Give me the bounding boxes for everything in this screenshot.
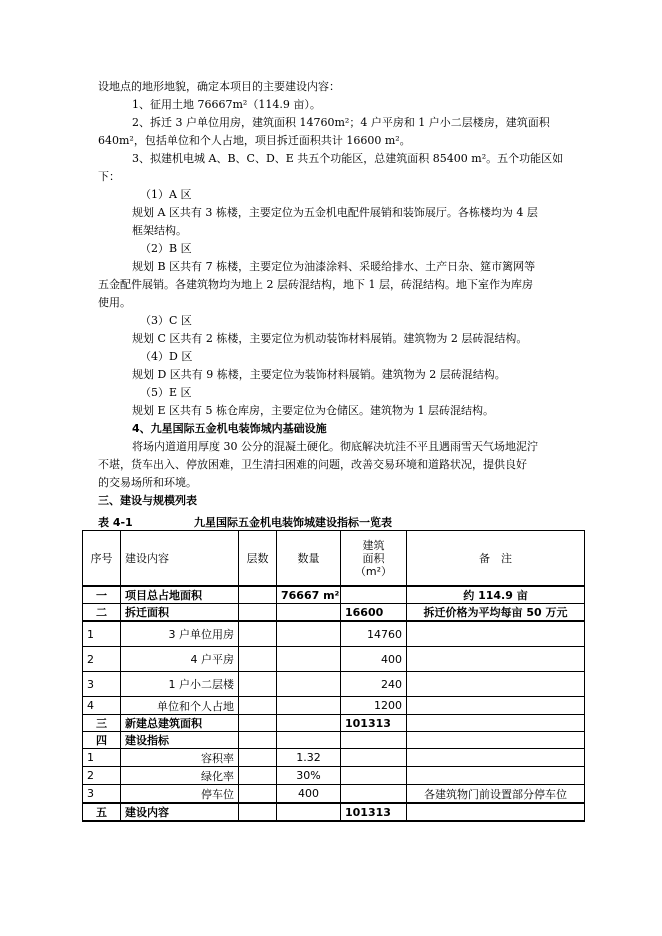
item-zones-line2: 下： — [98, 170, 120, 183]
cell-content: 绿化率 — [121, 767, 239, 785]
cell-content: 项目总占地面积 — [121, 586, 239, 604]
cell-quantity — [277, 803, 341, 821]
cell-no: 2 — [83, 647, 121, 672]
zone-a-title: （1）A 区 — [140, 188, 192, 201]
cell-no: 4 — [83, 697, 121, 715]
item-zones-line1: 3、拟建机电城 A、B、C、D、E 共五个功能区，总建筑面积 85400 m²。五个功能区如 — [132, 152, 564, 165]
zone-e-text: 规划 E 区共有 5 栋仓库房，主要定位为仓储区。建筑物为 1 层砖混结构。 — [132, 404, 495, 417]
table-row — [83, 647, 585, 672]
cell-area — [341, 785, 407, 804]
cell-note: 各建筑物门前设置部分停车位 — [407, 785, 585, 804]
table-caption-title: 九星国际五金机电装饰城建设指标一览表 — [194, 516, 392, 529]
infrastructure-text-line3: 的交易场所和环境。 — [98, 476, 197, 489]
cell-floors — [239, 767, 277, 785]
cell-area: 1200 — [341, 697, 407, 715]
cell-note — [407, 621, 585, 647]
cell-quantity: 30% — [277, 767, 341, 785]
cell-quantity — [277, 732, 341, 749]
cell-floors — [239, 785, 277, 804]
cell-area — [341, 749, 407, 767]
cell-content: 建设内容 — [121, 803, 239, 821]
item-demolition-line1: 2、拆迁 3 户单位用房，建筑面积 14760m²；4 户平房和 1 户小二层楼房，建筑面积 — [132, 116, 550, 129]
cell-quantity — [277, 621, 341, 647]
cell-content: 建设指标 — [121, 732, 239, 749]
table-row — [83, 672, 585, 697]
cell-floors — [239, 732, 277, 749]
zone-b-text-line1: 规划 B 区共有 7 栋楼，主要定位为油漆涂料、采暖给排水、土产日杂、筵市篱网等 — [132, 260, 536, 273]
cell-quantity — [277, 672, 341, 697]
zone-c-title: （3）C 区 — [140, 314, 192, 327]
header-note: 备 注 — [407, 531, 585, 587]
cell-no: 五 — [83, 803, 121, 821]
cell-quantity: 1.32 — [277, 749, 341, 767]
cell-note — [407, 803, 585, 821]
cell-area: 14760 — [341, 621, 407, 647]
cell-note — [407, 647, 585, 672]
cell-quantity — [277, 604, 341, 622]
item-land-use: 1、征用土地 76667m²（114.9 亩）。 — [132, 98, 321, 111]
table-row — [83, 803, 585, 821]
cell-area: 101313 — [341, 715, 407, 732]
cell-floors — [239, 697, 277, 715]
cell-no: 1 — [83, 621, 121, 647]
cell-floors — [239, 672, 277, 697]
cell-floors — [239, 803, 277, 821]
cell-note — [407, 732, 585, 749]
zone-c-text: 规划 C 区共有 2 栋楼，主要定位为机动装饰材料展销。建筑物为 2 层砖混结构。 — [132, 332, 528, 345]
cell-area — [341, 767, 407, 785]
paragraph-intro: 设地点的地形地貌，确定本项目的主要建设内容： — [98, 80, 340, 93]
heading-infrastructure: 4、九星国际五金机电装饰城内基础设施 — [132, 422, 327, 435]
zone-e-title: （5）E 区 — [140, 386, 192, 399]
cell-area: 240 — [341, 672, 407, 697]
cell-quantity: 76667 m² — [277, 586, 341, 604]
cell-area: 16600 — [341, 604, 407, 622]
table-row — [83, 586, 585, 604]
table-header-row — [83, 531, 585, 587]
infrastructure-text-line2: 不堪，货车出入、停放困难，卫生清扫困难的问题，改善交易环境和道路状况，提供良好 — [98, 458, 527, 471]
heading-section-3: 三、建设与规模列表 — [98, 494, 197, 507]
cell-note — [407, 715, 585, 732]
header-floors: 层数 — [239, 531, 277, 587]
infrastructure-text-line1: 将场内道道用厚度 30 公分的混凝土硬化。彻底解决坑洼不平且遇雨雪天气场地泥泞 — [132, 440, 538, 453]
header-area-line1: 建筑 — [362, 538, 385, 552]
cell-quantity — [277, 647, 341, 672]
cell-area — [341, 586, 407, 604]
header-area — [341, 531, 407, 587]
cell-area: 400 — [341, 647, 407, 672]
table-row — [83, 732, 585, 749]
cell-area: 101313 — [341, 803, 407, 821]
zone-b-text-line3: 使用。 — [98, 296, 131, 309]
header-area-line3: （m²） — [354, 564, 393, 578]
table-row — [83, 749, 585, 767]
zone-d-text: 规划 D 区共有 9 栋楼，主要定位为装饰材料展销。建筑物为 2 层砖混结构。 — [132, 368, 506, 381]
cell-quantity: 400 — [277, 785, 341, 804]
table-row — [83, 621, 585, 647]
zone-d-title: （4）D 区 — [140, 350, 193, 363]
cell-note — [407, 767, 585, 785]
cell-no: 二 — [83, 604, 121, 622]
cell-note — [407, 749, 585, 767]
cell-floors — [239, 749, 277, 767]
table-row — [83, 785, 585, 804]
zone-a-text-line2: 框架结构。 — [132, 224, 187, 237]
table-row — [83, 715, 585, 732]
cell-area — [341, 732, 407, 749]
cell-no: 3 — [83, 672, 121, 697]
cell-content: 新建总建筑面积 — [121, 715, 239, 732]
cell-note — [407, 672, 585, 697]
zone-b-text-line2: 五金配件展销。各建筑物均为地上 2 层砖混结构，地下 1 层，砖混结构。地下室作为库房 — [98, 278, 533, 291]
item-demolition-line2: 640m²，包括单位和个人占地，项目拆迁面积共计 16600 m²。 — [98, 134, 411, 147]
cell-content: 单位和个人占地 — [121, 697, 239, 715]
header-content: 建设内容 — [121, 531, 239, 587]
cell-note — [407, 697, 585, 715]
header-no: 序号 — [83, 531, 121, 587]
zone-b-title: （2）B 区 — [140, 242, 192, 255]
cell-content: 停车位 — [121, 785, 239, 804]
cell-quantity — [277, 697, 341, 715]
cell-no: 1 — [83, 749, 121, 767]
table-row — [83, 604, 585, 622]
cell-no: 2 — [83, 767, 121, 785]
header-quantity: 数量 — [277, 531, 341, 587]
cell-content: 拆迁面积 — [121, 604, 239, 622]
cell-content: 1 户小二层楼 — [121, 672, 239, 697]
cell-floors — [239, 586, 277, 604]
header-area-line2: 面积 — [362, 551, 385, 565]
cell-no: 3 — [83, 785, 121, 804]
construction-indicators-table — [82, 530, 585, 822]
cell-floors — [239, 647, 277, 672]
cell-note: 拆迁价格为平均每亩 50 万元 — [407, 604, 585, 622]
cell-floors — [239, 715, 277, 732]
cell-no: 一 — [83, 586, 121, 604]
table-row — [83, 767, 585, 785]
zone-a-text-line1: 规划 A 区共有 3 栋楼，主要定位为五金机电配件展销和装饰展厅。各栋楼均为 4 层 — [132, 206, 538, 219]
cell-quantity — [277, 715, 341, 732]
table-caption-number: 表 4-1 — [98, 516, 133, 529]
cell-content: 4 户平房 — [121, 647, 239, 672]
cell-note: 约 114.9 亩 — [407, 586, 585, 604]
cell-floors — [239, 621, 277, 647]
cell-content: 容积率 — [121, 749, 239, 767]
table-row — [83, 697, 585, 715]
cell-no: 三 — [83, 715, 121, 732]
cell-content: 3 户单位用房 — [121, 621, 239, 647]
cell-floors — [239, 604, 277, 622]
cell-no: 四 — [83, 732, 121, 749]
